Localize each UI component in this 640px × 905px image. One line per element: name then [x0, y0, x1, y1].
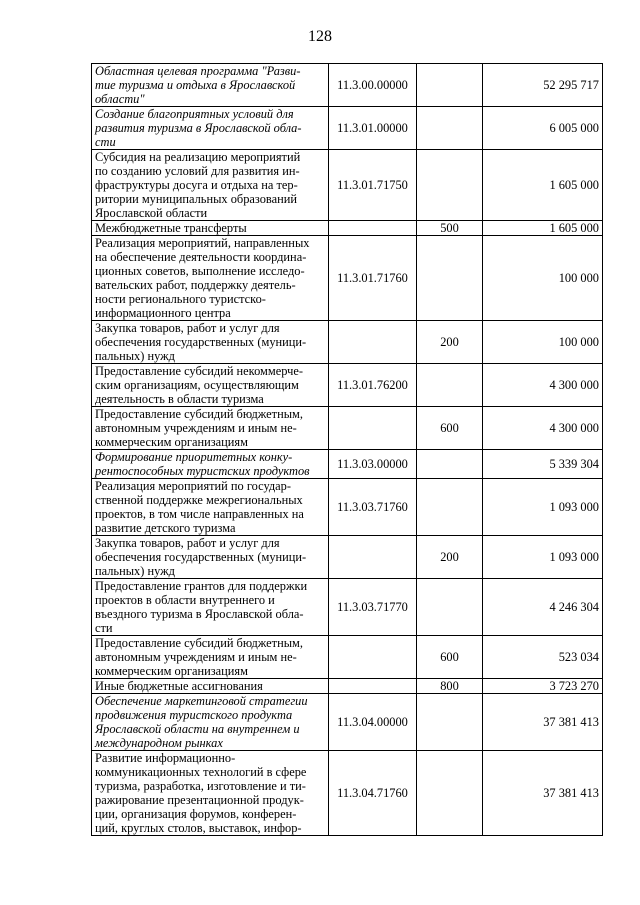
table-row [92, 694, 603, 751]
amount-cell: 100 000 [483, 236, 603, 321]
expense-type-cell [417, 579, 483, 636]
expense-type-cell [417, 450, 483, 479]
expense-type-cell: 500 [417, 221, 483, 236]
item-name-cell: Развитие информационно- коммуникационных технологий в сфере туризма, разработка, изготовление и ти- ражирование презентационной продук- ции, организация форумов, конферен- ций, круглых столов, выставок, инфор- [92, 751, 329, 836]
item-name-cell: Реализация мероприятий, направленных на обеспечение деятельности координа- ционных советов, выполнение исследо- вательских работ, поддержку деятель- ности регионального туристско- информационного центра [92, 236, 329, 321]
item-name-cell: Субсидия на реализацию мероприятий по созданию условий для развития ин- фраструктуры досуга и отдыха на тер- ритории муниципальных образований Ярославской области [92, 150, 329, 221]
budget-table [91, 63, 603, 836]
target-code-cell: 11.3.03.71770 [329, 579, 417, 636]
target-code-cell: 11.3.01.00000 [329, 107, 417, 150]
item-name-cell: Межбюджетные трансферты [92, 221, 329, 236]
table-row [92, 407, 603, 450]
expense-type-cell: 600 [417, 636, 483, 679]
expense-type-cell [417, 479, 483, 536]
table-row [92, 579, 603, 636]
target-code-cell [329, 321, 417, 364]
amount-cell: 6 005 000 [483, 107, 603, 150]
table-row [92, 150, 603, 221]
amount-cell: 4 300 000 [483, 364, 603, 407]
table-row [92, 107, 603, 150]
target-code-cell: 11.3.03.00000 [329, 450, 417, 479]
item-name-cell: Предоставление грантов для поддержки проектов в области внутреннего и въездного туризма в Ярославской обла- сти [92, 579, 329, 636]
table-row [92, 751, 603, 836]
budget-table-body [92, 64, 603, 836]
amount-cell: 5 339 304 [483, 450, 603, 479]
expense-type-cell: 200 [417, 321, 483, 364]
expense-type-cell [417, 694, 483, 751]
item-name-cell: Обеспечение маркетинговой стратегии продвижения туристского продукта Ярославской области на внутреннем и международном рынках [92, 694, 329, 751]
amount-cell: 4 246 304 [483, 579, 603, 636]
expense-type-cell: 800 [417, 679, 483, 694]
item-name-cell: Закупка товаров, работ и услуг для обеспечения государственных (муници- пальных) нужд [92, 536, 329, 579]
item-name-cell: Областная целевая программа "Разви- тие туризма и отдыха в Ярославской области" [92, 64, 329, 107]
target-code-cell: 11.3.01.71760 [329, 236, 417, 321]
table-row [92, 364, 603, 407]
expense-type-cell: 200 [417, 536, 483, 579]
item-name-cell: Иные бюджетные ассигнования [92, 679, 329, 694]
item-name-cell: Предоставление субсидий некоммерче- ским организациям, осуществляющим деятельность в области туризма [92, 364, 329, 407]
target-code-cell [329, 536, 417, 579]
expense-type-cell [417, 364, 483, 407]
expense-type-cell [417, 150, 483, 221]
expense-type-cell [417, 751, 483, 836]
amount-cell: 523 034 [483, 636, 603, 679]
target-code-cell: 11.3.04.00000 [329, 694, 417, 751]
target-code-cell: 11.3.03.71760 [329, 479, 417, 536]
amount-cell: 3 723 270 [483, 679, 603, 694]
target-code-cell [329, 636, 417, 679]
expense-type-cell [417, 107, 483, 150]
amount-cell: 37 381 413 [483, 694, 603, 751]
table-row [92, 479, 603, 536]
item-name-cell: Закупка товаров, работ и услуг для обеспечения государственных (муници- пальных) нужд [92, 321, 329, 364]
table-row [92, 64, 603, 107]
table-row [92, 679, 603, 694]
page-number: 128 [308, 28, 332, 45]
amount-cell: 52 295 717 [483, 64, 603, 107]
amount-cell: 1 093 000 [483, 536, 603, 579]
item-name-cell: Предоставление субсидий бюджетным, автономным учреждениям и иным не- коммерческим организациям [92, 636, 329, 679]
target-code-cell: 11.3.01.71750 [329, 150, 417, 221]
target-code-cell [329, 221, 417, 236]
expense-type-cell [417, 64, 483, 107]
amount-cell: 1 605 000 [483, 221, 603, 236]
item-name-cell: Формирование приоритетных конку- рентоспособных туристских продуктов [92, 450, 329, 479]
target-code-cell: 11.3.04.71760 [329, 751, 417, 836]
target-code-cell [329, 407, 417, 450]
target-code-cell [329, 679, 417, 694]
amount-cell: 1 605 000 [483, 150, 603, 221]
expense-type-cell: 600 [417, 407, 483, 450]
item-name-cell: Реализация мероприятий по государ- ственной поддержке межрегиональных проектов, в том числе направленных на развитие детского туризма [92, 479, 329, 536]
item-name-cell: Создание благоприятных условий для развития туризма в Ярославской обла- сти [92, 107, 329, 150]
amount-cell: 1 093 000 [483, 479, 603, 536]
target-code-cell: 11.3.00.00000 [329, 64, 417, 107]
amount-cell: 100 000 [483, 321, 603, 364]
table-row [92, 321, 603, 364]
amount-cell: 37 381 413 [483, 751, 603, 836]
table-row [92, 450, 603, 479]
item-name-cell: Предоставление субсидий бюджетным, автономным учреждениям и иным не- коммерческим организациям [92, 407, 329, 450]
expense-type-cell [417, 236, 483, 321]
amount-cell: 4 300 000 [483, 407, 603, 450]
target-code-cell: 11.3.01.76200 [329, 364, 417, 407]
table-row [92, 636, 603, 679]
table-row [92, 221, 603, 236]
table-row [92, 536, 603, 579]
table-row [92, 236, 603, 321]
